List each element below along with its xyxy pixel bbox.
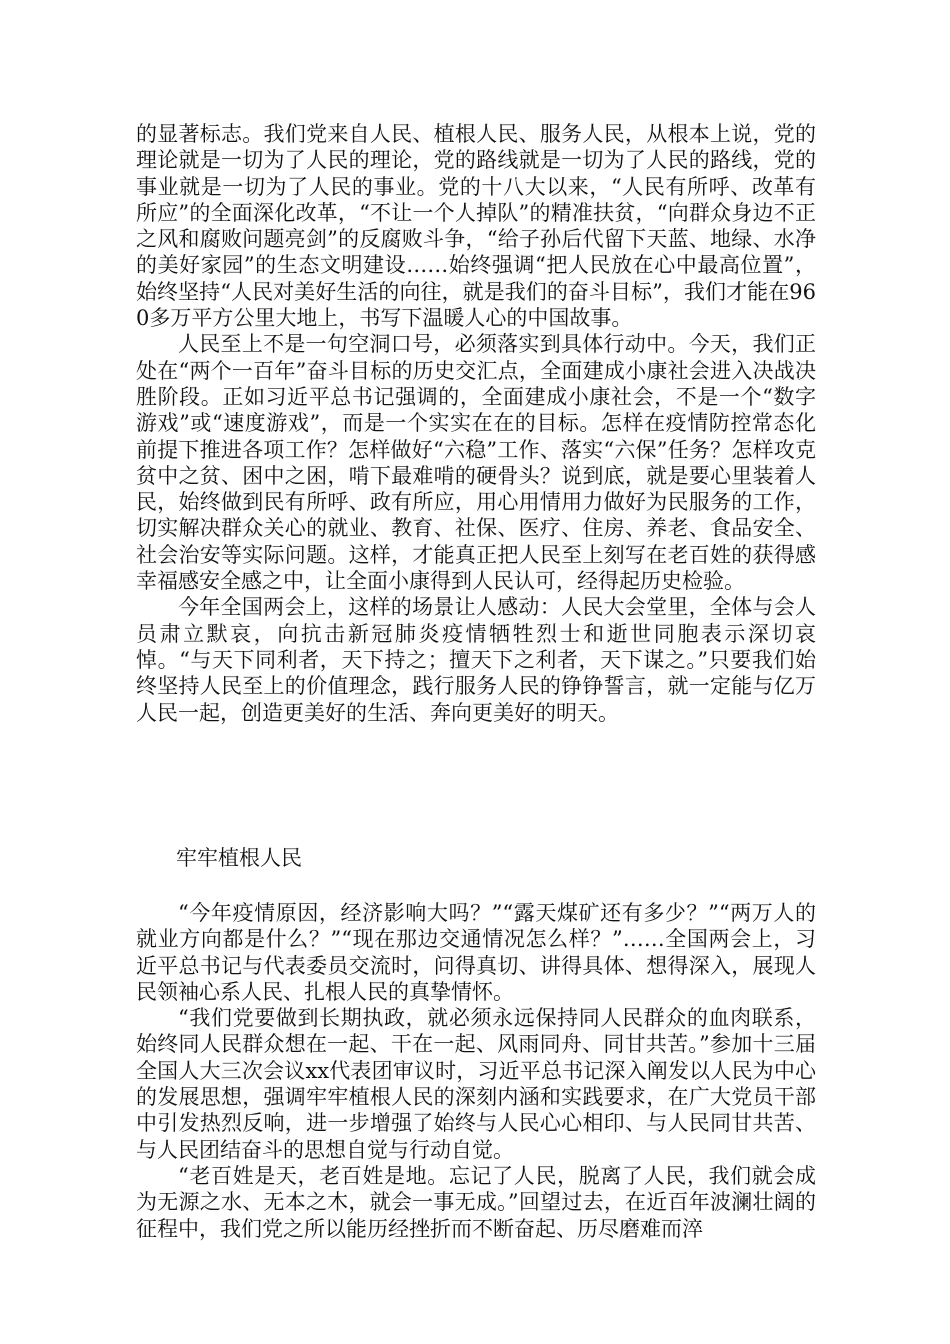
paragraph: “今年疫情原因，经济影响大吗？”“露天煤矿还有多少？”“两万人的就业方向都是什么？”“现在那边交通情况怎么样？”……全国两会上，习近平总书记与代表委员交流时，问得真切、讲得具体、想得深入，展现人民领袖心系人民、扎根人民的真挚情怀。 xyxy=(136,901,816,1004)
section-title: 牢牢植根人民 xyxy=(176,846,302,870)
bottom-text-block xyxy=(136,900,816,1242)
paragraph: 今年全国两会上，这样的场景让人感动：人民大会堂里，全体与会人员肃立默哀，向抗击新冠肺炎疫情牺牲烈士和逝世同胞表示深切哀悼。“与天下同利者，天下持之；擅天下之利者，天下谋之。”只要我们始终坚持人民至上的价值理念，践行服务人民的铮铮誓言，就一定能与亿万人民一起，创造更美好的生活、奔向更美好的明天。 xyxy=(136,595,816,725)
paragraph: 人民至上不是一句空洞口号，必须落实到具体行动中。今天，我们正处在“两个一百年”奋斗目标的历史交汇点，全面建成小康社会进入决战决胜阶段。正如习近平总书记强调的，全面建成小康社会，不是一个“数字游戏”或“速度游戏”，而是一个实实在在的目标。怎样在疫情防控常态化前提下推进各项工作？怎样做好“六稳”工作、落实“六保”任务？怎样攻克贫中之贫、困中之困，啃下最难啃的硬骨头？说到底，就是要心里装着人民，始终做到民有所呼、政有所应，用心用情用力做好为民服务的工作，切实解决群众关心的就业、教育、社保、医疗、住房、养老、食品安全、社会治安等实际问题。这样，才能真正把人民至上刻写在老百姓的获得感幸福感安全感之中，让全面小康得到人民认可，经得起历史检验。 xyxy=(136,332,816,594)
paragraph: “老百姓是天，老百姓是地。忘记了人民，脱离了人民，我们就会成为无源之水、无本之木，就会一事无成。”回望过去，在近百年波澜壮阔的征程中，我们党之所以能历经挫折而不断奋起、历尽磨难而淬 xyxy=(136,1163,816,1241)
paragraph: “我们党要做到长期执政，就必须永远保持同人民群众的血肉联系，始终同人民群众想在一起、干在一起、风雨同舟、同甘共苦。”参加十三届全国人大三次会议xx代表团审议时，习近平总书记深入阐发以人民为中心的发展思想，强调牢牢植根人民的深刻内涵和实践要求，在广大党员干部中引发热烈反响，进一步增强了始终与人民心心相印、与人民同甘共苦、与人民团结奋斗的思想自觉与行动自觉。 xyxy=(136,1006,816,1162)
top-text-block xyxy=(136,121,816,726)
paragraph: 的显著标志。我们党来自人民、植根人民、服务人民，从根本上说，党的理论就是一切为了人民的理论，党的路线就是一切为了人民的路线，党的事业就是一切为了人民的事业。党的十八大以来，“人民有所呼、改革有所应”的全面深化改革，“不让一个人掉队”的精准扶贫，“向群众身边不正之风和腐败问题亮剑”的反腐败斗争，“给子孙后代留下天蓝、地绿、水净的美好家园”的生态文明建设……始终强调“把人民放在心中最高位置”，始终坚持“人民对美好生活的向往，就是我们的奋斗目标”，我们才能在960多万平方公里大地上，书写下温暖人心的中国故事。 xyxy=(136,122,816,331)
